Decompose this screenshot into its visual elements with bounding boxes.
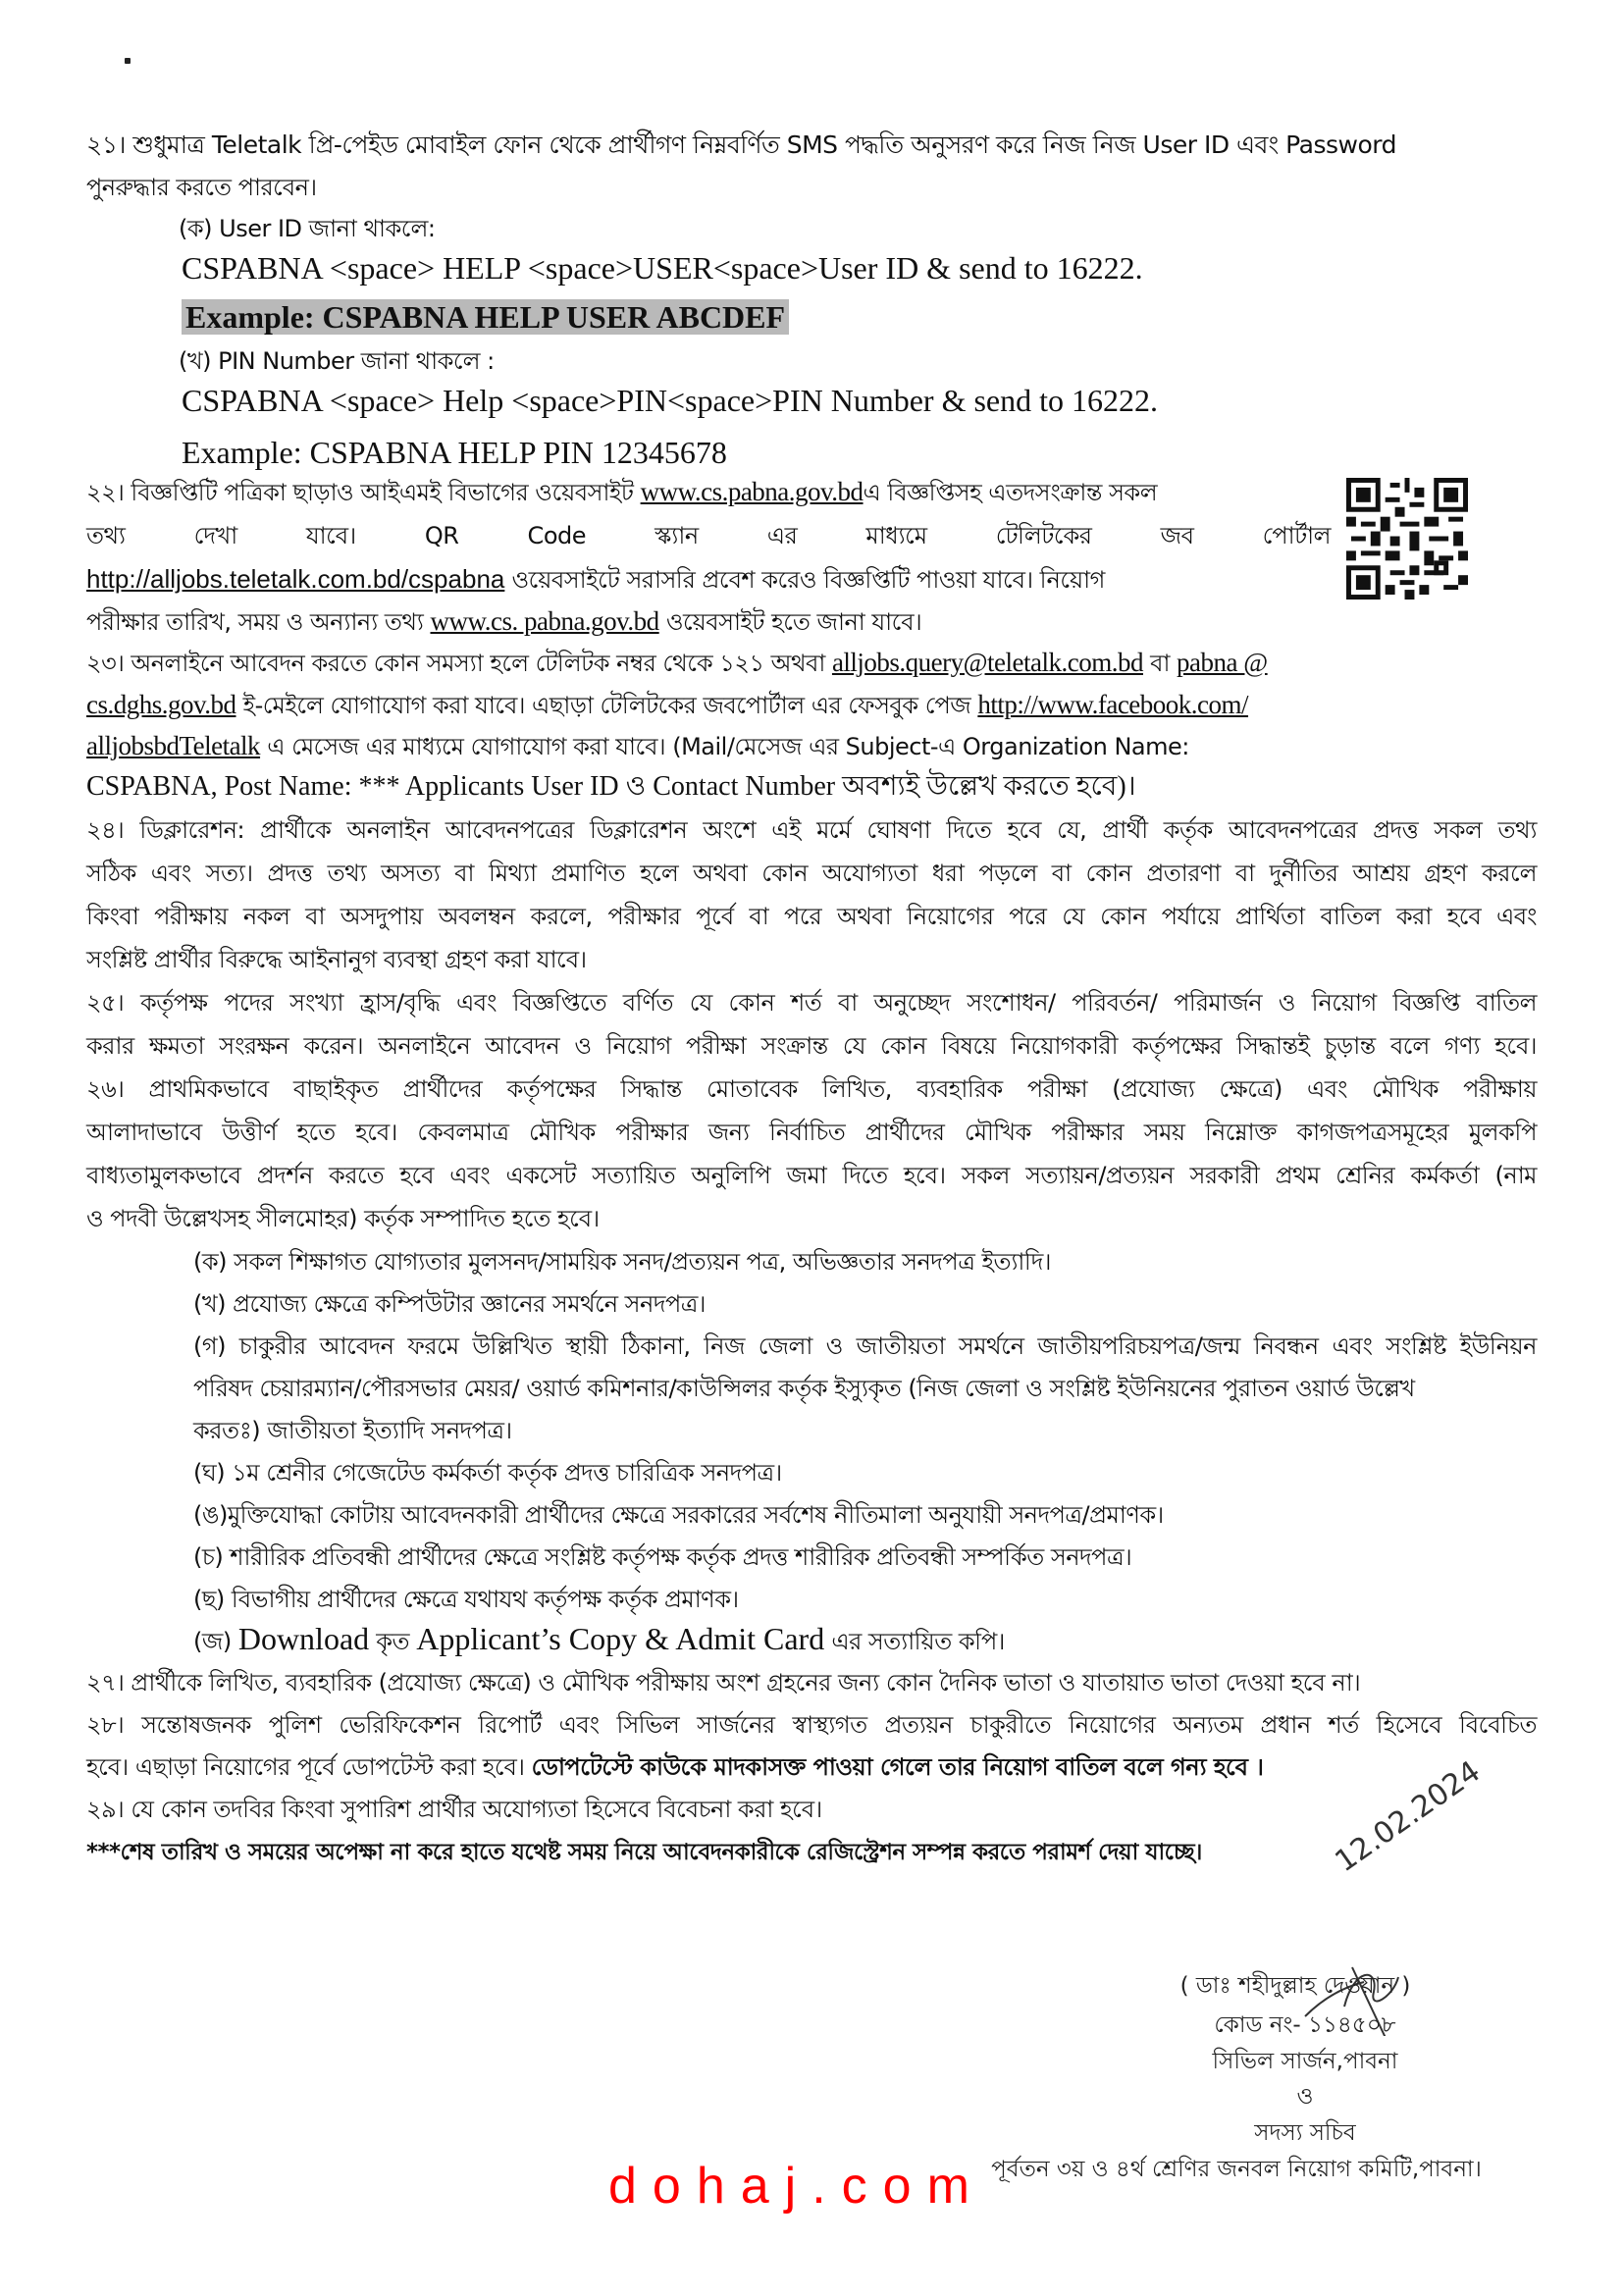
signatory-name: ( ডাঃ শহীদুল্লাহ দেওয়ান ) [1179, 1973, 1411, 1999]
text: হবে। এছাড়া নিয়োগের পূর্বে ডোপটেস্ট করা হবে। [86, 1753, 532, 1781]
text: (জ) [193, 1628, 238, 1655]
section-21-text: ২১। শুধুমাত্র Teletalk প্রি-পেইড মোবাইল ফোন থেকে প্রার্থীগণ নিম্নবর্ণিত SMS পদ্ধতি অনুসরণ করে নিজ নিজ User ID এবং Password [86, 130, 1396, 159]
pabna-email-link-cont[interactable]: cs.dghs.gov.bd [86, 690, 236, 719]
example-highlight: Example: CSPABNA HELP USER ABCDEF [182, 299, 789, 335]
section-25-line-2: করার ক্ষমতা সংরক্ষন করেন। অনলাইনে আবেদন ও নিয়োগ পরীক্ষা সংক্রান্ত যে কোন বিষয়ে নিয়োগকারী কর্তৃপক্ষের সিদ্ধান্তই চুড়ান্ত বলে গণ্য হবে। [86, 1032, 1537, 1060]
section-26-line-4: ও পদবী উল্লেখসহ সীলমোহর) কর্তৃক সম্পাদিত হতে হবে। [86, 1205, 600, 1232]
facebook-link[interactable]: http://www.facebook.com/ [977, 690, 1249, 719]
section-26-line-2: আলাদাভাবে উত্তীর্ণ হতে হবে। কেবলমাত্র মৌখিক পরীক্ষার জন্য নির্বাচিত প্রার্থীদের মৌখিক পরীক্ষার সময় নিম্নোক্ত কাগজপত্রসমূহের মুলকপি [86, 1119, 1537, 1146]
section-24-line-3: কিংবা পরীক্ষায় নকল বা অসদুপায় অবলম্বন করলে, পরীক্ষার পূর্বে বা পরে অথবা নিয়োগের পরে যে কোন পর্যায়ে প্রার্থিতা বাতিল করা হবে এবং [86, 903, 1537, 930]
watermark-text: dohaj.com [608, 2158, 985, 2215]
query-email-link[interactable]: alljobs.query@teletalk.com.bd [831, 648, 1143, 677]
section-28-line-1: ২৮। সন্তোষজনক পুলিশ ভেরিফিকেশন রিপোর্ট এবং সিভিল সার্জনের স্বাস্থ্যগত প্রত্যয়ন চাকুরীতে নিয়োগের অন্যতম প্রধান শর্ত হিসেবে বিবেচিত [86, 1711, 1537, 1739]
section-26-line-1: ২৬। প্রাথমিকভাবে বাছাইকৃত প্রার্থীদের কর্তৃপক্ষের সিদ্ধান্ত মোতাবেক লিখিত, ব্যবহারিক পরীক্ষা (প্রযোজ্য ক্ষেত্রে) এবং মৌখিক পরীক্ষায় [86, 1075, 1537, 1103]
text: Applicant’s Copy & Admit Card [416, 1621, 825, 1656]
section-23-line-1 [86, 645, 1268, 681]
section-23-line-4: CSPABNA, Post Name: *** Applicants User ID ও Contact Number অবশ্যই উল্লেখ করতে হবে)। [86, 771, 1136, 802]
section-23-line-2 [86, 687, 1248, 723]
text: বা [1142, 650, 1178, 677]
section-27: ২৭। প্রার্থীকে লিখিত, ব্যবহারিক (প্রযোজ্য ক্ষেত্রে) ও মৌখিক পরীক্ষায় অংশ গ্রহনের জন্য কোন দৈনিক ভাতা ও যাতায়াত ভাতা দেওয়া হবে না। [86, 1669, 1361, 1696]
signatory-and: ও [1296, 2084, 1314, 2110]
text: ওয়েবসাইট হতে জানা যাবে। [658, 608, 922, 636]
pabna-email-link[interactable]: pabna @ [1177, 648, 1268, 677]
section-22-line-1 [86, 474, 1157, 510]
signatory-designation: সিভিল সার্জন,পাবনা [1212, 2049, 1398, 2074]
text: এ মেসেজ এর মাধ্যমে যোগাযোগ করা যাবে। (Mail/মেসেজ এর Subject-এ Organization Name: [260, 733, 1189, 760]
sub-ka-label: (ক) User ID জানা থাকলে: [179, 215, 436, 242]
teletalk-portal-link[interactable]: http://alljobs.teletalk.com.bd/cspabna [86, 564, 505, 594]
text: ই-মেইলে যোগাযোগ করা যাবে। এছাড়া টেলিটকের জবপোর্টাল এর ফেসবুক পেজ [236, 692, 978, 719]
doc-item-ga-cont-2: করতঃ) জাতীয়তা ইত্যাদি সনদপত্র। [193, 1417, 512, 1444]
sub-kha-example: Example: CSPABNA HELP PIN 12345678 [182, 435, 727, 470]
section-23-line-3 [86, 728, 1189, 764]
sub-kha-label: (খ) PIN Number জানা থাকলে : [179, 347, 495, 375]
doc-item-chha: (ছ) বিভাগীয় প্রার্থীদের ক্ষেত্রে যথাযথ কর্তৃপক্ষ কর্তৃক প্রমাণক। [193, 1586, 739, 1613]
text: ২২। বিজ্ঞপ্তিটি পত্রিকা ছাড়াও আইএমই বিভাগের ওয়েবসাইট [86, 479, 641, 506]
section-26-line-3: বাধ্যতামুলকভাবে প্রদর্শন করতে হবে এবং একসেট সত্যায়িত অনুলিপি জমা দিতে হবে। সকল সত্যায়ন/প্রত্যয়ন সরকারী প্রথম শ্রেনির কর্মকর্তা (নাম [86, 1162, 1537, 1189]
section-22-line-3 [86, 561, 1105, 598]
section-24-line-1: ২৪। ডিক্লারেশন: প্রার্থীকে অনলাইন আবেদনপত্রের ডিক্লারেশন অংশে এই মর্মে ঘোষণা দিতে হবে যে, প্রার্থী কর্তৃক আবেদনপত্রের প্রদত্ত সকল তথ্য [86, 816, 1537, 844]
scan-dot [125, 58, 131, 64]
committee-name: পূর্বতন ৩য় ও ৪র্থ শ্রেণির জনবল নিয়োগ কমিটি,পাবনা। [991, 2157, 1482, 2182]
section-22-line-2: তথ্য দেখা যাবে। QR Code স্ক্যান এর মাধ্যমে টেলিটকের জব পোর্টাল [86, 522, 1331, 549]
text: এর সত্যায়িত কপি। [824, 1628, 1005, 1655]
doc-item-ga: (গ) চাকুরীর আবেদন ফরমে উল্লিখিত স্থায়ী ঠিকানা, নিজ জেলা ও জাতীয়তা সমর্থনে জাতীয়পরিচয়পত্র/জন্ম নিবন্ধন এবং সংশ্লিষ্ট ইউনিয়ন [193, 1332, 1537, 1360]
doc-item-ka: (ক) সকল শিক্ষাগত যোগ্যতার মুলসনদ/সাময়িক সনদ/প্রত্যয়ন পত্র, অভিজ্ঞতার সনদপত্র ইত্যাদি। [193, 1248, 1051, 1276]
text: Download [237, 1621, 370, 1656]
section-24-line-2: সঠিক এবং সত্য। প্রদত্ত তথ্য অসত্য বা মিথ্যা প্রমাণিত হলে অথবা কোন অযোগ্যতা ধরা পড়লে বা কোন প্রতারণা বা দুর্নীতির আশ্রয় গ্রহণ করলে [86, 860, 1537, 887]
text: পরীক্ষার তারিখ, সময় ও অন্যান্য তথ্য [86, 608, 431, 636]
doc-item-ja [193, 1621, 1005, 1659]
signatory-code: কোড নং- ১১৪৫০৮ [1214, 2012, 1396, 2038]
section-22-line-4 [86, 603, 921, 640]
sub-kha-command: CSPABNA <space> Help <space>PIN<space>PIN Number & send to 16222. [182, 383, 1158, 418]
sub-ka-example [182, 299, 789, 335]
text: কৃত [369, 1628, 417, 1655]
text: ২৩। অনলাইনে আবেদন করতে কোন সমস্যা হলে টেলিটক নম্বর থেকে ১২১ অথবা [86, 650, 832, 677]
section-21-line-1 [86, 128, 1396, 163]
section-24-line-4: সংশ্লিষ্ট প্রার্থীর বিরুদ্ধে আইনানুগ ব্যবস্থা গ্রহণ করা যাবে। [86, 946, 587, 973]
doc-item-umo: (ঙ)মুক্তিযোদ্ধা কোটায় আবেদনকারী প্রার্থীদের ক্ষেত্রে সরকারের সর্বশেষ নীতিমালা অনুযায়ী সনদপত্র/প্রমাণক। [193, 1501, 1164, 1529]
footer-note: ***শেষ তারিখ ও সময়ের অপেক্ষা না করে হাতে যথেষ্ট সময় নিয়ে আবেদনকারীকে রেজিস্ট্রেশন সম্পন্ন করতে পরামর্শ দেয়া যাচ্ছে। [86, 1840, 1202, 1865]
doc-item-cha: (চ) শারীরিক প্রতিবন্ধী প্রার্থীদের ক্ষেত্রে সংশ্লিষ্ট কর্তৃপক্ষ কর্তৃক প্রদত্ত শারীরিক প্রতিবন্ধী সম্পর্কিত সনদপত্র। [193, 1543, 1132, 1571]
doc-item-ga-cont-1: পরিষদ চেয়ারম্যান/পৌরসভার মেয়র/ ওয়ার্ড কমিশনার/কাউন্সিলর কর্তৃক ইস্যুকৃত (নিজ জেলা ও সংশ্লিষ্ট ইউনিয়নের পুরাতন ওয়ার্ড উল্লেখ [193, 1375, 1415, 1402]
doc-item-kha: (খ) প্রযোজ্য ক্ষেত্রে কম্পিউটার জ্ঞানের সমর্থনে সনদপত্র। [193, 1290, 706, 1318]
dope-test-warning: ডোপটেস্টে কাউকে মাদকাসক্ত পাওয়া গেলে তার নিয়োগ বাতিল বলে গন্য হবে । [531, 1753, 1264, 1781]
section-28-line-2 [86, 1749, 1263, 1785]
qr-code-icon[interactable] [1346, 478, 1468, 600]
section-25-line-1: ২৫। কর্তৃপক্ষ পদের সংখ্যা হ্রাস/বৃদ্ধি এবং বিজ্ঞপ্তিতে বর্ণিত যে কোন শর্ত বা অনুচ্ছেদ সংশোধন/ পরিবর্তন/ পরিমার্জন ও নিয়োগ বিজ্ঞপ্তি বাতিল [86, 989, 1537, 1017]
signature-date: 12.02.2024 [1329, 1753, 1488, 1880]
facebook-link-cont[interactable]: alljobsbdTeletalk [86, 731, 261, 760]
text: ওয়েবসাইটে সরাসরি প্রবেশ করেও বিজ্ঞপ্তিটি পাওয়া যাবে। নিয়োগ [504, 566, 1105, 594]
section-29: ২৯। যে কোন তদবির কিংবা সুপারিশ প্রার্থীর অযোগ্যতা হিসেবে বিবেচনা করা হবে। [86, 1796, 822, 1823]
doc-item-gha: (ঘ) ১ম শ্রেনীর গেজেটেড কর্মকর্তা কর্তৃক প্রদত্ত চারিত্রিক সনদপত্র। [193, 1459, 782, 1487]
text: এ বিজ্ঞপ্তিসহ এতদসংক্রান্ত সকল [863, 479, 1158, 506]
signatory-role: সদস্য সচিব [1254, 2120, 1356, 2146]
section-21-line-2: পুনরুদ্ধার করতে পারবেন। [86, 174, 317, 201]
website-link-2[interactable]: www.cs. pabna.gov.bd [430, 606, 659, 636]
website-link[interactable]: www.cs.pabna.gov.bd [640, 477, 864, 506]
sub-ka-command: CSPABNA <space> HELP <space>USER<space>User ID & send to 16222. [182, 250, 1143, 286]
